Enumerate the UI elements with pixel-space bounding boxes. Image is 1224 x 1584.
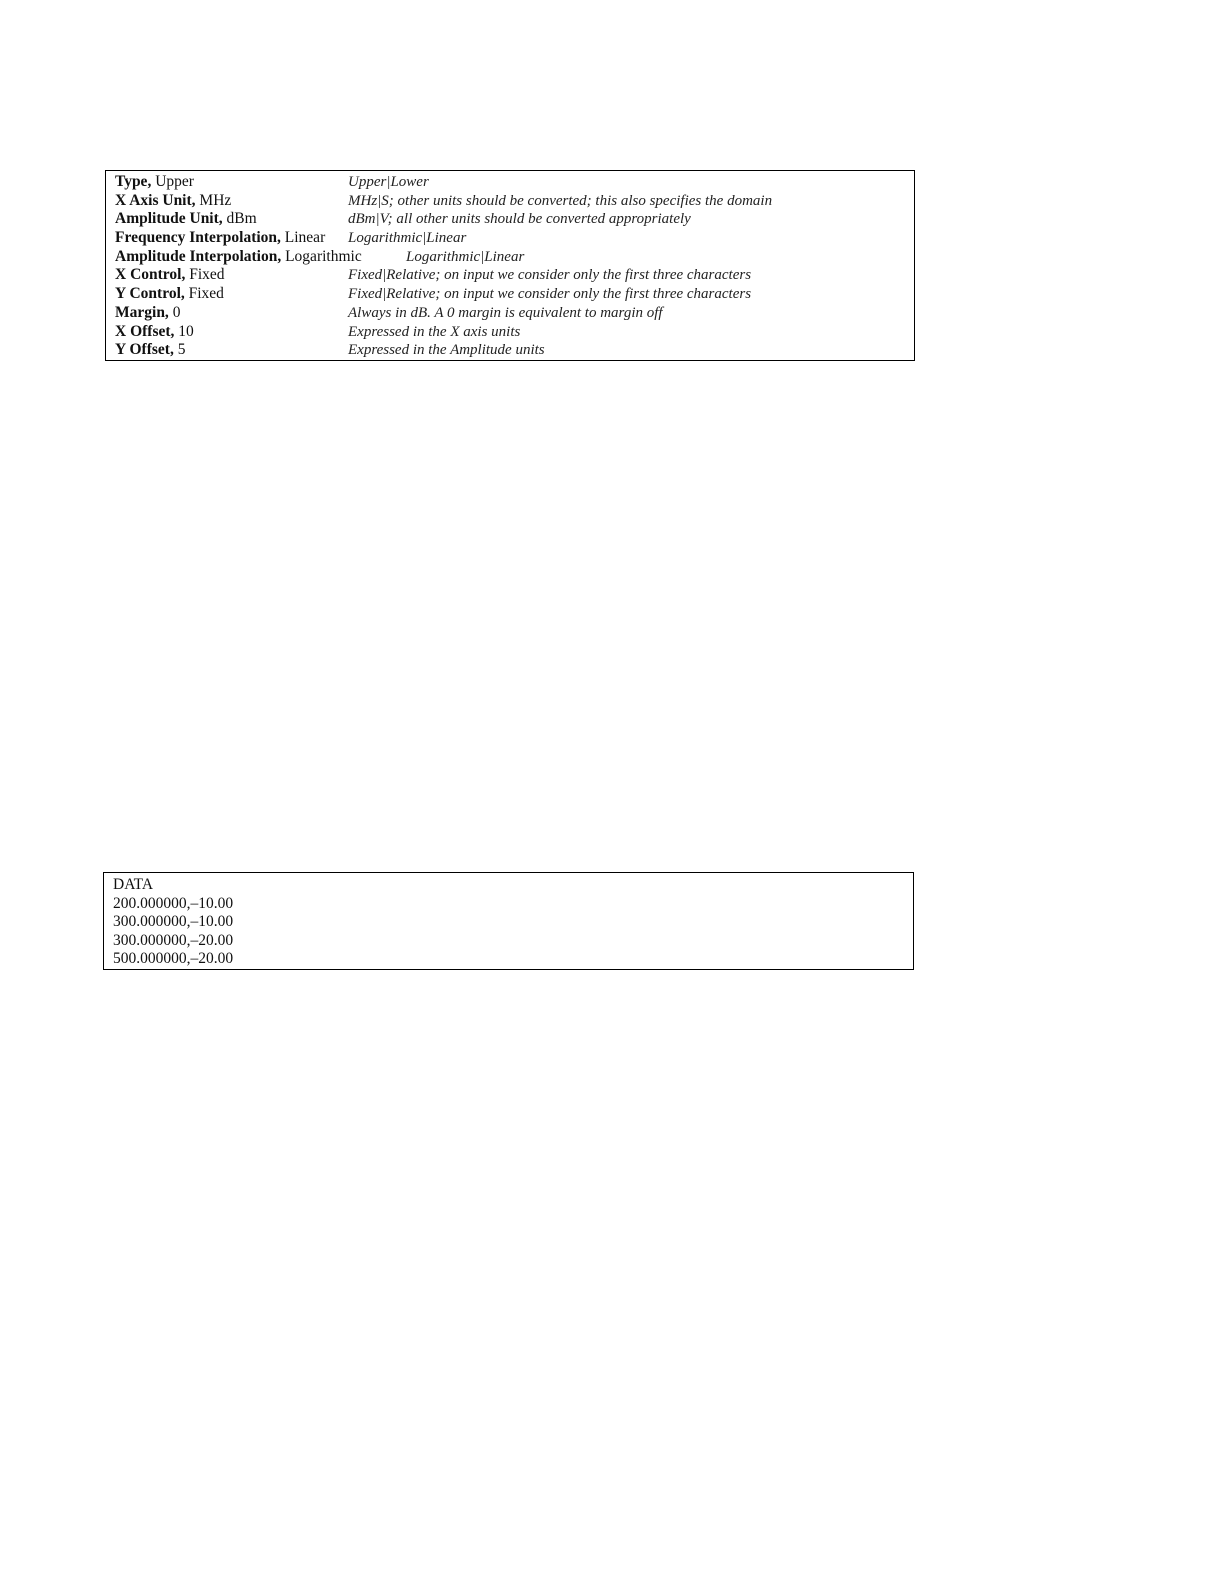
param-value: 5 — [173, 341, 186, 359]
param-description: Upper|Lower — [348, 174, 429, 190]
param-name: Frequency Interpolation, — [115, 229, 281, 247]
param-row-margin — [115, 304, 914, 323]
param-name: Type, — [115, 173, 152, 190]
param-value: 0 — [168, 303, 181, 321]
param-description: Expressed in the X axis units — [348, 323, 521, 340]
param-description: dBm|V; all other units should be converted appropriately — [348, 211, 691, 228]
param-value: Upper — [151, 173, 194, 190]
param-description: MHz|S; other units should be converted; this also specifies the domain — [348, 192, 773, 209]
param-row-frequency-interpolation — [115, 229, 914, 248]
param-value: Fixed — [185, 266, 225, 284]
param-description: Fixed|Relative; on input we consider only the first three characters — [348, 267, 752, 284]
param-name: Y Offset, — [115, 341, 174, 359]
param-value: 10 — [174, 322, 194, 340]
param-row-y-control — [115, 285, 914, 304]
parameter-table — [105, 170, 915, 361]
param-name: Margin, — [115, 303, 169, 321]
param-name: X Offset, — [115, 322, 175, 340]
param-row-x-control — [115, 266, 914, 285]
param-row-x-axis-unit — [115, 192, 914, 211]
param-row-x-offset — [115, 323, 914, 342]
param-value: Logarithmic — [281, 247, 362, 265]
param-description: Logarithmic|Linear — [348, 230, 467, 247]
data-header: DATA — [113, 876, 154, 893]
data-line: 300.000000,–20.00 — [113, 931, 234, 949]
param-description: Always in dB. A 0 margin is equivalent to margin off — [348, 304, 663, 321]
param-row-y-offset — [115, 341, 914, 360]
param-name: X Axis Unit, — [115, 191, 196, 209]
param-value: dBm — [222, 210, 257, 228]
param-value: Fixed — [184, 285, 224, 303]
param-name: Y Control, — [115, 285, 185, 303]
data-block — [103, 872, 914, 970]
param-name: X Control, — [115, 266, 186, 284]
param-row-type — [115, 173, 914, 192]
param-row-amplitude-interpolation — [115, 248, 914, 267]
param-name: Amplitude Unit, — [115, 210, 223, 228]
data-line: 300.000000,–10.00 — [113, 913, 234, 931]
data-line: 500.000000,–20.00 — [113, 950, 234, 968]
param-name: Amplitude Interpolation, — [115, 247, 282, 265]
param-value: Linear — [280, 229, 326, 247]
data-line: 200.000000,–10.00 — [113, 894, 234, 912]
param-row-amplitude-unit — [115, 210, 914, 229]
param-description: Logarithmic|Linear — [406, 248, 525, 265]
param-value: MHz — [195, 191, 232, 209]
param-description: Expressed in the Amplitude units — [348, 342, 545, 359]
param-description: Fixed|Relative; on input we consider only the first three characters — [348, 286, 752, 303]
